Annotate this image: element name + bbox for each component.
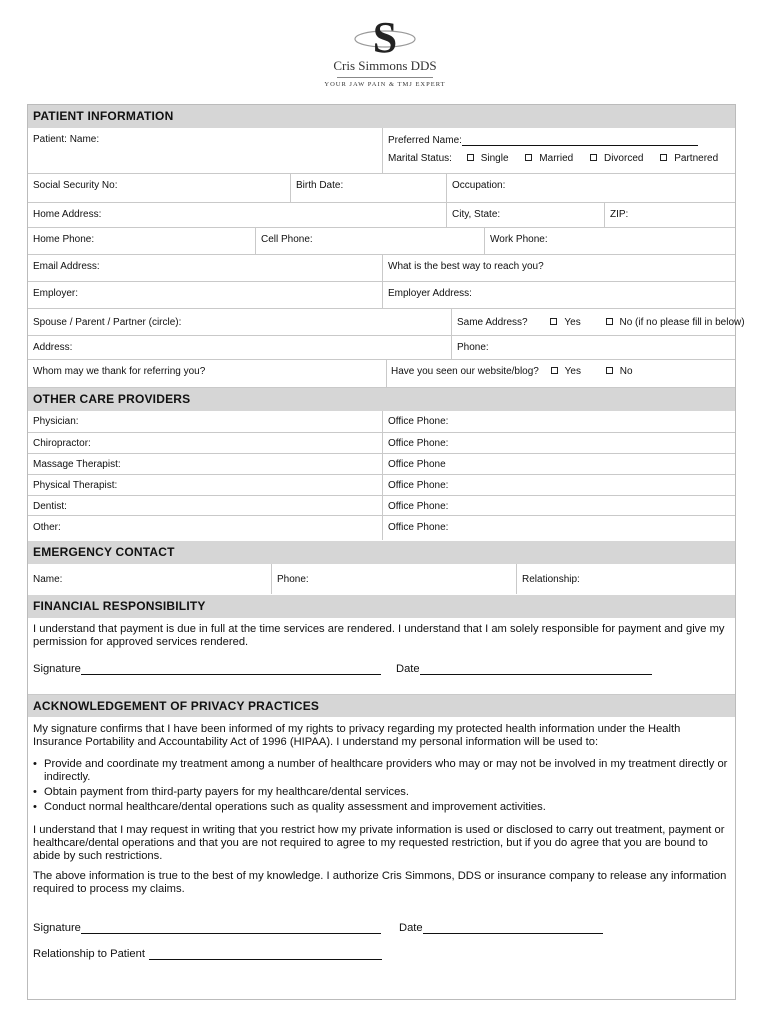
signature-line[interactable] <box>81 663 381 675</box>
provider-label: Dentist: <box>33 501 67 512</box>
date-label: Date <box>396 663 420 675</box>
work-phone-label: Work Phone: <box>490 234 548 245</box>
preferred-name-line[interactable] <box>462 134 698 146</box>
emergency-name-label: Name: <box>33 574 63 585</box>
marital-option-married[interactable] <box>525 153 573 164</box>
preferred-name-label: Preferred Name: <box>388 135 462 146</box>
list-item: • Obtain payment from third-party payers for my healthcare/dental services. <box>33 786 729 799</box>
office-phone-field[interactable] <box>382 454 737 474</box>
section-title-other-care-providers: OTHER CARE PROVIDERS <box>28 388 735 411</box>
office-phone-label: Office Phone: <box>388 438 449 449</box>
provider-row-other <box>28 516 735 540</box>
signature-line[interactable] <box>81 922 381 934</box>
row-name-marital <box>28 128 735 174</box>
relationship-label: Relationship to Patient <box>33 948 145 960</box>
date-line[interactable] <box>423 922 603 934</box>
row-emergency-contact <box>28 564 735 594</box>
checkbox-icon[interactable] <box>550 318 557 325</box>
provider-row-physician <box>28 411 735 433</box>
provider-label: Physical Therapist: <box>33 480 118 491</box>
marital-status-label: Marital Status: <box>388 153 452 164</box>
provider-field[interactable] <box>28 454 382 474</box>
provider-row-chiropractor <box>28 433 735 454</box>
marital-option-partnered[interactable] <box>660 153 718 164</box>
office-phone-label: Office Phone <box>388 459 446 470</box>
email-label: Email Address: <box>33 261 100 272</box>
cell-phone-label: Cell Phone: <box>261 234 313 245</box>
provider-label: Chiropractor: <box>33 438 91 449</box>
row-phones <box>28 228 735 255</box>
spouse-label: Spouse / Parent / Partner (circle): <box>33 317 182 328</box>
row-spouse <box>28 309 745 336</box>
office-phone-field[interactable] <box>382 411 737 432</box>
marital-status-group <box>388 153 737 164</box>
referral-field[interactable] <box>28 360 386 387</box>
relationship-to-patient-field[interactable] <box>33 948 382 960</box>
checkbox-icon[interactable] <box>551 367 558 374</box>
office-phone-field[interactable] <box>382 496 737 515</box>
provider-row-physical-therapist <box>28 475 735 496</box>
website-no[interactable] <box>606 366 633 377</box>
row-home-address <box>28 203 735 228</box>
emergency-relationship-label: Relationship: <box>522 574 580 585</box>
office-phone-field[interactable] <box>382 433 737 453</box>
same-address-label: Same Address? <box>457 317 528 328</box>
email-field[interactable] <box>28 255 382 281</box>
date-label: Date <box>399 922 423 934</box>
birth-date-field[interactable] <box>290 174 446 202</box>
provider-field[interactable] <box>28 516 382 540</box>
privacy-signature-field[interactable] <box>33 922 381 934</box>
same-address-group <box>451 309 745 335</box>
signature-label: Signature <box>33 663 81 675</box>
same-address-no[interactable] <box>606 317 745 328</box>
same-address-no-label: No (if no please fill in below) <box>619 317 745 328</box>
financial-date-field[interactable] <box>396 663 652 675</box>
row-address <box>28 336 735 360</box>
ssn-label: Social Security No: <box>33 180 118 191</box>
marital-option-single[interactable] <box>467 153 509 164</box>
list-item: • Provide and coordinate my treatment among a number of healthcare providers who may or may not be involved in my treatment directly or indirectly. <box>33 758 729 784</box>
provider-row-massage-therapist <box>28 454 735 475</box>
privacy-restriction-statement: I understand that I may request in writing that you restrict how my private information is used or disclosed to carry out treatment, payment or healthcare/dental operations and that you are not required to agree to my requested restriction, but if you do agree that you are bound to abide by such restrictions. <box>33 824 725 862</box>
patient-form <box>27 104 745 1000</box>
financial-signature-field[interactable] <box>33 663 381 675</box>
office-phone-label: Office Phone: <box>388 522 449 533</box>
relationship-line[interactable] <box>149 948 382 960</box>
checkbox-icon[interactable] <box>606 318 613 325</box>
office-phone-label: Office Phone: <box>388 480 449 491</box>
practice-tagline: YOUR JAW PAIN & TMJ EXPERT <box>324 81 446 88</box>
spouse-field[interactable] <box>28 309 451 335</box>
row-referral <box>28 360 735 388</box>
emergency-phone-label: Phone: <box>277 574 309 585</box>
privacy-intro: My signature confirms that I have been informed of my rights to privacy regarding my protected health information under the Health Insurance Portability and Accountability Act of 1996 (HIPAA). I understand my personal information will be used to: <box>33 723 681 748</box>
occupation-field[interactable] <box>446 174 737 202</box>
birth-date-label: Birth Date: <box>296 180 344 191</box>
checkbox-icon[interactable] <box>606 367 613 374</box>
provider-field[interactable] <box>28 475 382 495</box>
marital-option-label: Divorced <box>603 153 644 164</box>
home-phone-field[interactable] <box>28 228 255 254</box>
same-address-yes[interactable] <box>550 317 580 328</box>
marital-option-divorced[interactable] <box>590 153 643 164</box>
provider-label: Physician: <box>33 416 79 427</box>
website-group <box>386 360 737 387</box>
financial-statement: I understand that payment is due in full at the time services are rendered. I understand that I am solely responsible for payment and give my permission for approved services rendered. <box>33 623 725 648</box>
logo-letter: S <box>372 18 398 56</box>
logo-divider <box>337 77 433 78</box>
occupation-label: Occupation: <box>452 180 506 191</box>
website-yes[interactable] <box>551 366 581 377</box>
marital-option-label: Married <box>539 153 574 164</box>
work-phone-field[interactable] <box>484 228 737 254</box>
logo-mark <box>353 18 417 56</box>
website-yes-label: Yes <box>564 366 581 377</box>
provider-field[interactable] <box>28 411 382 432</box>
office-phone-field[interactable] <box>382 475 737 495</box>
same-address-yes-label: Yes <box>564 317 581 328</box>
home-address-field[interactable] <box>28 203 446 227</box>
office-phone-label: Office Phone: <box>388 501 449 512</box>
provider-label: Massage Therapist: <box>33 459 121 470</box>
privacy-use-list <box>33 758 729 816</box>
best-way-field[interactable] <box>382 255 737 281</box>
row-ssn-birth-occupation <box>28 174 735 203</box>
address-field[interactable] <box>28 336 451 359</box>
website-label: Have you seen our website/blog? <box>391 366 539 377</box>
provider-row-dentist <box>28 496 735 516</box>
office-phone-field[interactable] <box>382 516 737 540</box>
signature-label: Signature <box>33 922 81 934</box>
patient-name-field[interactable] <box>28 128 382 173</box>
provider-field[interactable] <box>28 496 382 515</box>
emergency-phone-field[interactable] <box>271 564 516 594</box>
marital-option-label: Single <box>480 153 509 164</box>
checkbox-icon[interactable] <box>590 154 597 161</box>
city-state-field[interactable] <box>446 203 604 227</box>
city-state-label: City, State: <box>452 209 501 220</box>
home-address-label: Home Address: <box>33 209 102 220</box>
marital-option-label: Partnered <box>674 153 719 164</box>
practice-name: Cris Simmons DDS <box>333 58 437 73</box>
phone-field[interactable] <box>451 336 737 359</box>
patient-name-label: Patient: Name: <box>33 134 100 145</box>
emergency-relationship-field[interactable] <box>516 564 737 594</box>
checkbox-icon[interactable] <box>467 154 474 161</box>
row-employer <box>28 282 735 309</box>
privacy-date-field[interactable] <box>399 922 603 934</box>
row-email <box>28 255 735 282</box>
privacy-authorization-statement: The above information is true to the best of my knowledge. I authorize Cris Simmons, DDS or insurance company to release any information required to process my claims. <box>33 870 727 895</box>
preferred-name-field[interactable] <box>382 128 737 173</box>
provider-field[interactable] <box>28 433 382 453</box>
referral-label: Whom may we thank for referring you? <box>33 366 206 377</box>
best-way-label: What is the best way to reach you? <box>388 261 544 272</box>
employer-field[interactable] <box>28 282 382 308</box>
emergency-name-field[interactable] <box>28 564 271 594</box>
home-phone-label: Home Phone: <box>33 234 95 245</box>
website-no-label: No <box>619 366 633 377</box>
office-phone-label: Office Phone: <box>388 416 449 427</box>
provider-label: Other: <box>33 522 61 533</box>
employer-address-label: Employer Address: <box>388 288 472 299</box>
section-title-privacy: ACKNOWLEDGEMENT OF PRIVACY PRACTICES <box>28 694 735 717</box>
ssn-field[interactable] <box>28 174 290 202</box>
zip-label: ZIP: <box>610 209 629 220</box>
phone-label: Phone: <box>457 342 489 353</box>
employer-label: Employer: <box>33 288 79 299</box>
practice-logo <box>300 18 470 88</box>
zip-field[interactable] <box>604 203 737 227</box>
checkbox-icon[interactable] <box>660 154 667 161</box>
section-title-emergency-contact: EMERGENCY CONTACT <box>28 541 735 564</box>
cell-phone-field[interactable] <box>255 228 484 254</box>
date-line[interactable] <box>420 663 652 675</box>
list-item: • Conduct normal healthcare/dental operations such as quality assessment and improvement activities. <box>33 801 729 814</box>
employer-address-field[interactable] <box>382 282 737 308</box>
address-label: Address: <box>33 342 73 353</box>
checkbox-icon[interactable] <box>525 154 532 161</box>
section-title-financial-responsibility: FINANCIAL RESPONSIBILITY <box>28 595 735 618</box>
section-title-patient-information: PATIENT INFORMATION <box>28 105 735 128</box>
